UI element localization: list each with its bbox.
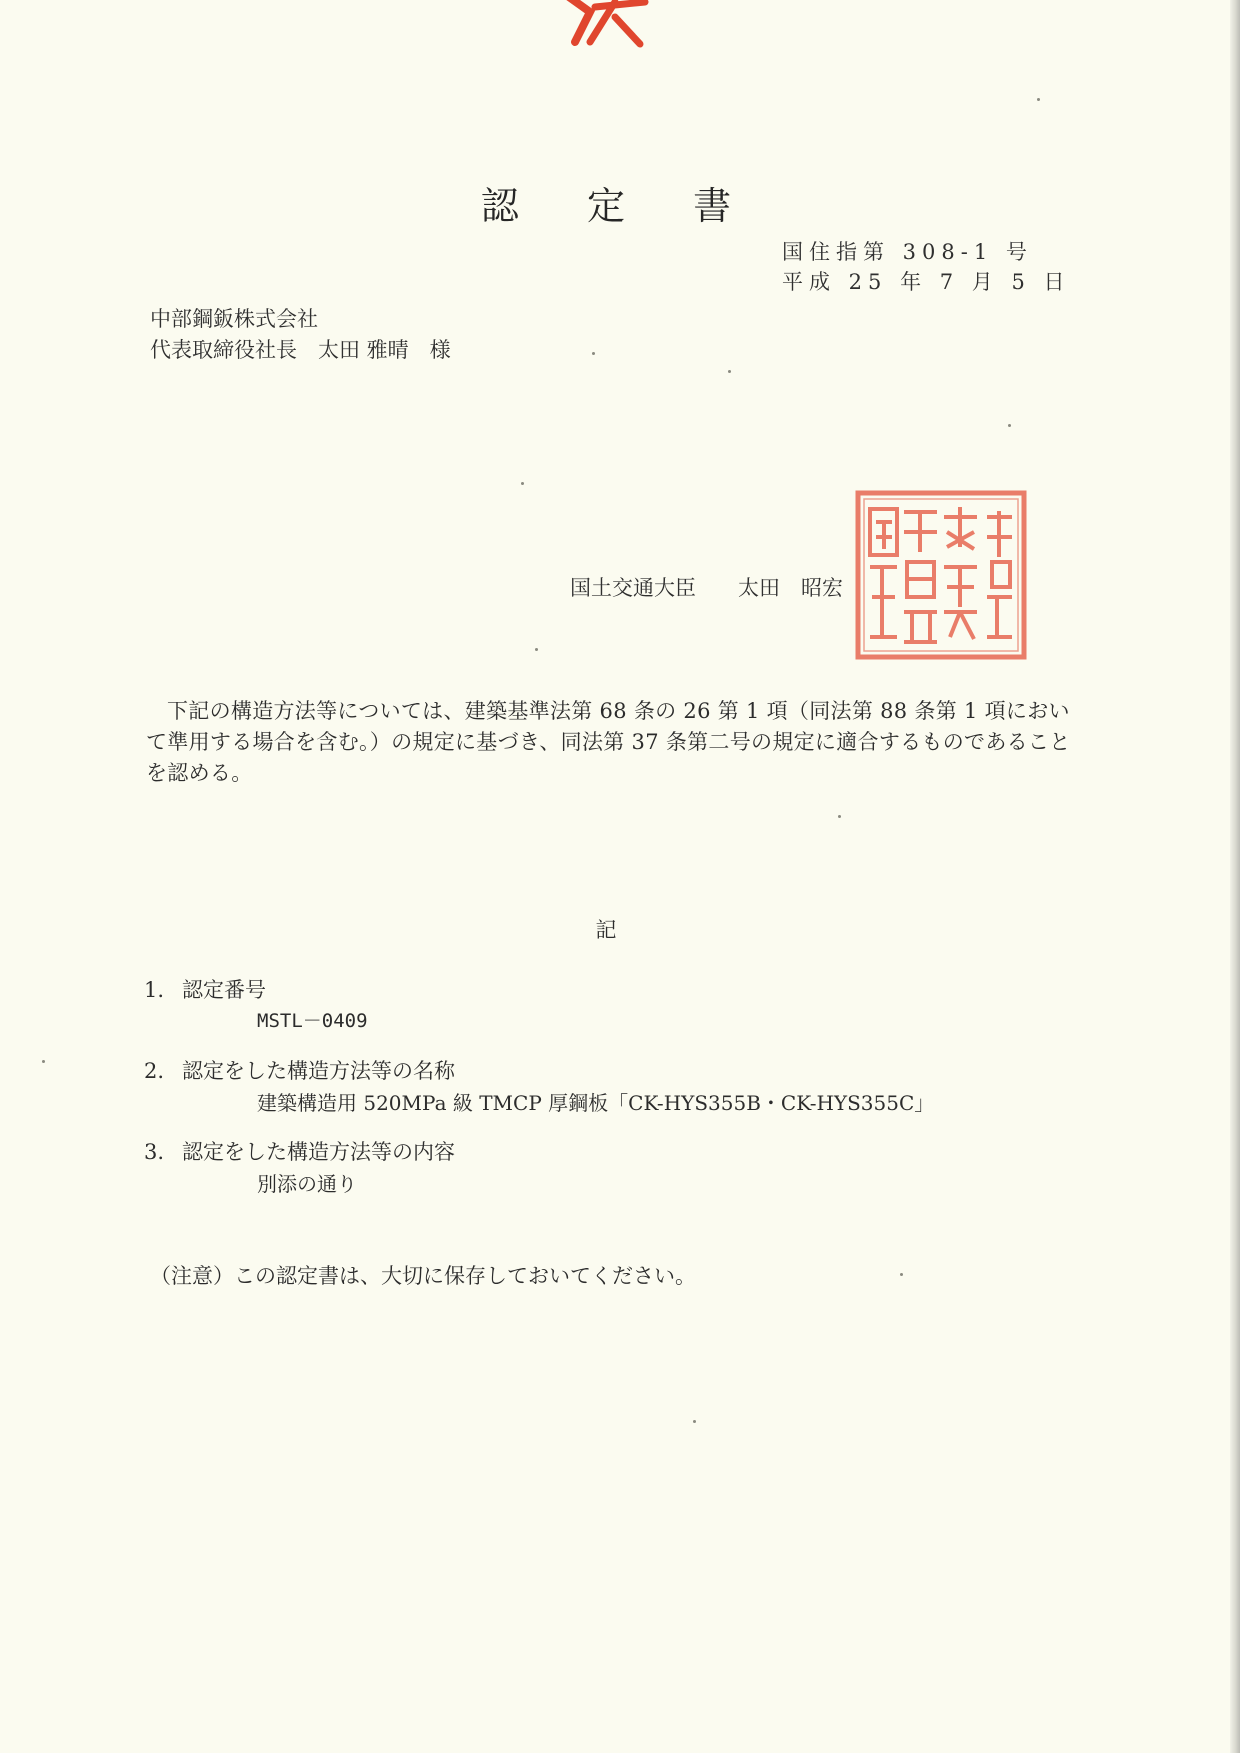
item-1-value: MSTL－0409 (257, 1010, 368, 1032)
scan-speck (42, 1060, 45, 1063)
scan-speck (1037, 98, 1040, 101)
item-2-number: 2. (144, 1059, 165, 1083)
document-number: 国住指第 308-1 号 (782, 240, 1033, 264)
item-2-label-row (144, 1055, 455, 1085)
document-date: 平成 25 年 7 月 5 日 (782, 270, 1071, 294)
item-3-value: 別添の通り (257, 1172, 357, 1196)
item-1-number: 1. (144, 978, 165, 1002)
item-3-number: 3. (144, 1140, 165, 1164)
scan-speck (592, 352, 595, 355)
ki-heading: 記 (595, 918, 617, 942)
scan-speck (728, 370, 731, 373)
page-edge-shadow (1230, 0, 1240, 1753)
scan-speck (1008, 424, 1011, 427)
item-1-label: 認定番号 (182, 978, 266, 1002)
scan-speck (900, 1273, 903, 1276)
item-2-value: 建築構造用 520MPa 級 TMCP 厚鋼板「CK-HYS355B・CK-HYS355C」 (257, 1091, 935, 1115)
certification-body-text: 下記の構造方法等については、建築基準法第 68 条の 26 第 1 項（同法第 88 条第 1 項において準用する場合を含む。）の規定に基づき、同法第 37 条第二号の規定に適合するものであることを認める。 (146, 699, 1071, 785)
scan-speck (838, 815, 841, 818)
document-title: 認 定 書 (480, 184, 760, 228)
issuer-name: 国土交通大臣 太田 昭宏 (570, 576, 843, 600)
item-3-label-row (144, 1136, 455, 1166)
item-3-label: 認定をした構造方法等の内容 (182, 1140, 455, 1164)
item-2-label: 認定をした構造方法等の名称 (182, 1059, 455, 1083)
recipient-person: 代表取締役社長 太田 雅晴 様 (150, 338, 451, 362)
top-partial-seal (545, 0, 665, 57)
official-seal (852, 487, 1030, 663)
scan-speck (521, 482, 524, 485)
storage-note: （注意）この認定書は、大切に保存しておいてください。 (150, 1264, 696, 1288)
recipient-company: 中部鋼鈑株式会社 (150, 307, 318, 331)
item-1-label-row (144, 974, 266, 1004)
scan-speck (693, 1420, 696, 1423)
scan-speck (535, 648, 538, 651)
